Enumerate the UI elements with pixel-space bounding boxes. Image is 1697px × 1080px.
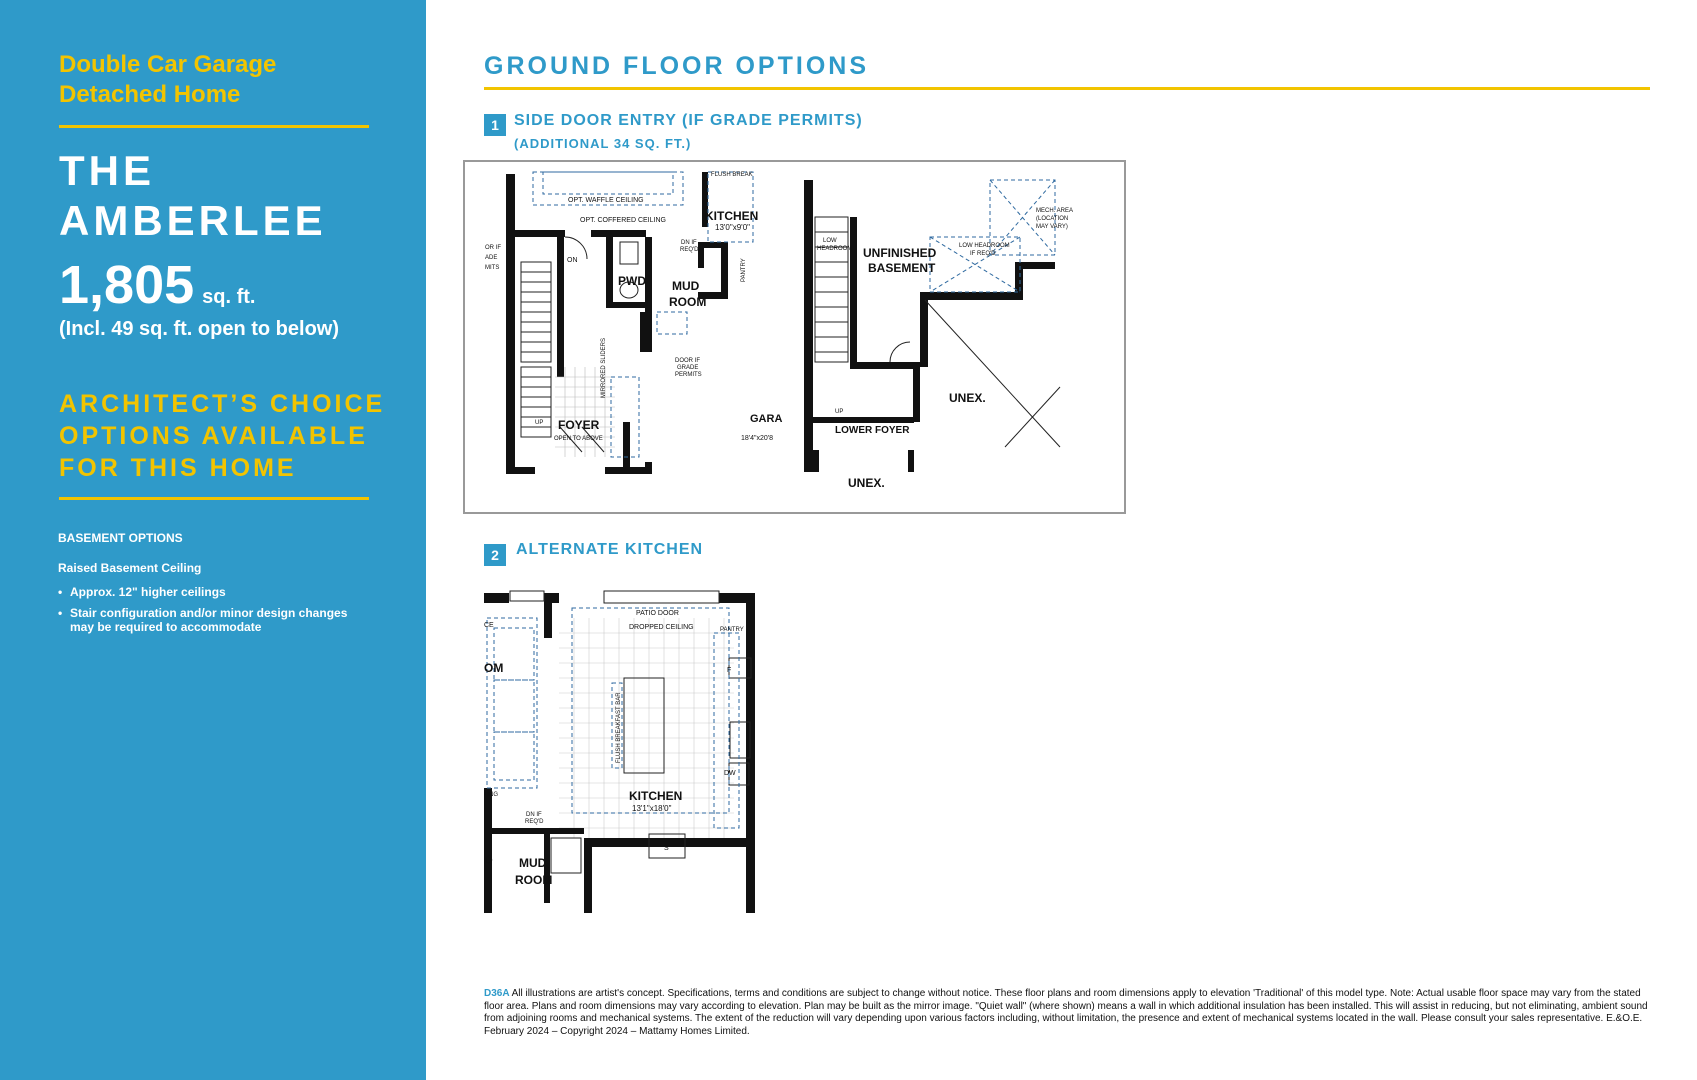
coffered-label: OPT. COFFERED CEILING [580,217,666,224]
kitchen-label: KITCHEN [629,789,683,803]
wall [640,312,652,352]
wall [698,248,704,268]
wall [804,180,813,472]
low-headroom-label: LOW HEADROOM [959,243,1010,249]
option-1-note: (ADDITIONAL 34 SQ. FT.) [514,136,692,151]
unfinished-label: UNFINISHED [863,246,937,260]
edge-or-if-label: OR IF [485,245,501,251]
option-1-title: SIDE DOOR ENTRY (IF GRADE PERMITS) [514,112,863,129]
wall [721,242,728,299]
wall [606,237,613,302]
title-line-2: AMBERLEE [59,197,327,244]
heading-rule [484,87,1650,90]
edge-mits-label: MITS [485,265,500,271]
stove-label: S [664,845,669,852]
open-to-above-label: OPEN TO ABOVE [554,436,603,442]
page-title: GROUND FLOOR OPTIONS [484,52,869,80]
stair [551,838,581,873]
unex-label: UNEX. [949,391,986,405]
option-2-badge: 2 [484,544,506,566]
unex-diagonal [925,300,1060,447]
wall [591,230,646,237]
patio-door-label: PATIO DOOR [636,610,679,617]
foyer-label: FOYER [558,418,600,432]
up-label: UP [535,420,544,426]
lower-foyer-label: LOWER FOYER [835,425,910,436]
dishwasher-label: DW [724,770,736,777]
garage-label: GARA [750,413,783,425]
reqd-label: REQ'D [525,819,544,825]
if-reqd-label: IF REQ'D [970,251,996,257]
wall [606,302,652,308]
dropped-ceiling-label: DROPPED CEILING [629,624,694,631]
up-label: UP [835,409,844,415]
patio-door [604,591,719,603]
window [510,591,544,601]
unex-label: UNEX. [848,476,885,490]
flush-label: FLUSH BREAK [711,172,753,178]
subtitle-line-2: Detached Home [59,81,241,108]
disclaimer-text: All illustrations are artist's concept. Specifications, terms and conditions are subject to change without notice. These floor plans and room dimensions apply to elevation 'Traditional' of this model type. Note: Actual usable floor space may vary from the stated floor area. Plans and room dimensions may vary according to elevation. Plan may be built as the mirror image. "Quiet wall" (where shown) means a wall in which additional insulation has been installed. This will assist in reducing, but not eliminating, ambient sound from adjoining rooms and mechanical systems. The extent of the reduction will vary depending upon various factors including, without limitation, the presence and extent of mechanical systems located in the wall. Please consult your sales representative. E.&O.E. February 2024 – Copyright 2024 – Mattamy Homes Limited. [484,988,1648,1037]
option-2-title: ALTERNATE KITCHEN [516,541,704,558]
low-label: LOW [823,238,837,244]
wall [515,467,535,474]
waffle-label: OPT. WAFFLE CEILING [568,197,644,204]
subtitle-line-1: Double Car Garage [59,51,277,78]
mirrored-sliders-label: MIRRORED SLIDERS [601,337,607,398]
wall [645,462,652,474]
legal-disclaimer [484,988,1650,1038]
sqft-note: (Incl. 49 sq. ft. open to below) [59,318,340,340]
dn-if-label: DN IF [681,240,697,246]
architect-line-2: OPTIONS AVAILABLE [59,422,368,450]
may-vary-label: MAY VARY) [1036,224,1068,230]
bullet-item: • Approx. 12" higher ceilings [58,585,358,599]
sidebar-divider-top [59,125,369,128]
edge-ling-label: LING [484,792,499,798]
wall [506,174,515,474]
architect-line-3: FOR THIS HOME [59,454,297,482]
toilet [620,242,638,264]
wall [557,237,564,377]
kitchen-dim-label: 13'1"x18'0" [632,804,672,813]
pantry-label: PANTRY [741,258,747,282]
on-label: ON [567,257,578,264]
side-door-entry-plan-drawing [465,162,1124,512]
room-label: ROOM [515,873,553,887]
mud-label: MUD [672,279,700,293]
mud-label: MUD [519,856,547,870]
option-1-floor-plan [463,160,1126,514]
door-if-label: DOOR IF [675,358,700,364]
alternate-kitchen-plan-drawing [484,588,774,913]
square-footage [59,254,255,316]
option-1-badge: 1 [484,114,506,136]
dn-if-label: DN IF [526,812,542,818]
basement-option-name: Raised Basement Ceiling [58,561,202,575]
fridge-label: F [727,667,732,674]
sidebar-divider-bottom [59,497,369,500]
basement-options-heading: BASEMENT OPTIONS [58,531,183,545]
edge-ade-label: ADE [485,255,498,261]
pantry-label: PANTRY [720,627,744,633]
kitchen-dim-label: 13'0"x9'0" [715,223,750,232]
permits-label: PERMITS [675,372,702,378]
finished-label: FINISHED [858,418,887,424]
door-swing [565,237,587,259]
location-label: (LOCATION [1036,216,1069,222]
title-line-1: THE [59,147,155,194]
architect-choice-heading [59,388,385,484]
bullet-item: • Stair configuration and/or minor design changes may be required to accommodate [58,606,358,634]
door-swing [890,342,910,362]
sqft-value: 1,805 [59,255,195,315]
sidebar-panel [0,0,426,1080]
edge-ce-label: CE [484,622,494,629]
side-door-landing [657,312,687,334]
home-type-subtitle [59,50,276,110]
basement-option-bullets [58,585,358,641]
wall [484,593,509,603]
reqd-label: REQ'D [680,247,699,253]
garage-dim-label: 18'4"x20'8 [741,435,774,442]
edge-d-label: D [484,853,493,867]
wall [645,237,652,312]
coffered-ceiling-outline [543,172,673,194]
architect-line-1: ARCHITECT’S CHOICE [59,390,386,418]
wall [698,242,728,248]
basement-label: BASEMENT [868,261,936,275]
room-label: ROOM [669,295,707,309]
sqft-unit: sq. ft. [202,286,256,308]
model-title [59,146,327,246]
model-code: D36A [484,988,510,999]
wall [515,230,565,237]
counter-outline [714,633,739,828]
headroom-label: HEADROOM [817,246,853,252]
grade-label: GRADE [677,365,699,371]
wall [623,422,630,474]
edge-om-label: OM [484,661,504,675]
mech-area-label: MECH. AREA [1036,208,1074,214]
flush-bar-label: FLUSH BREAKFAST BAR [616,692,622,763]
pwd-label: PWD [618,274,646,288]
kitchen-island [624,678,664,773]
kitchen-label: KITCHEN [705,209,759,223]
